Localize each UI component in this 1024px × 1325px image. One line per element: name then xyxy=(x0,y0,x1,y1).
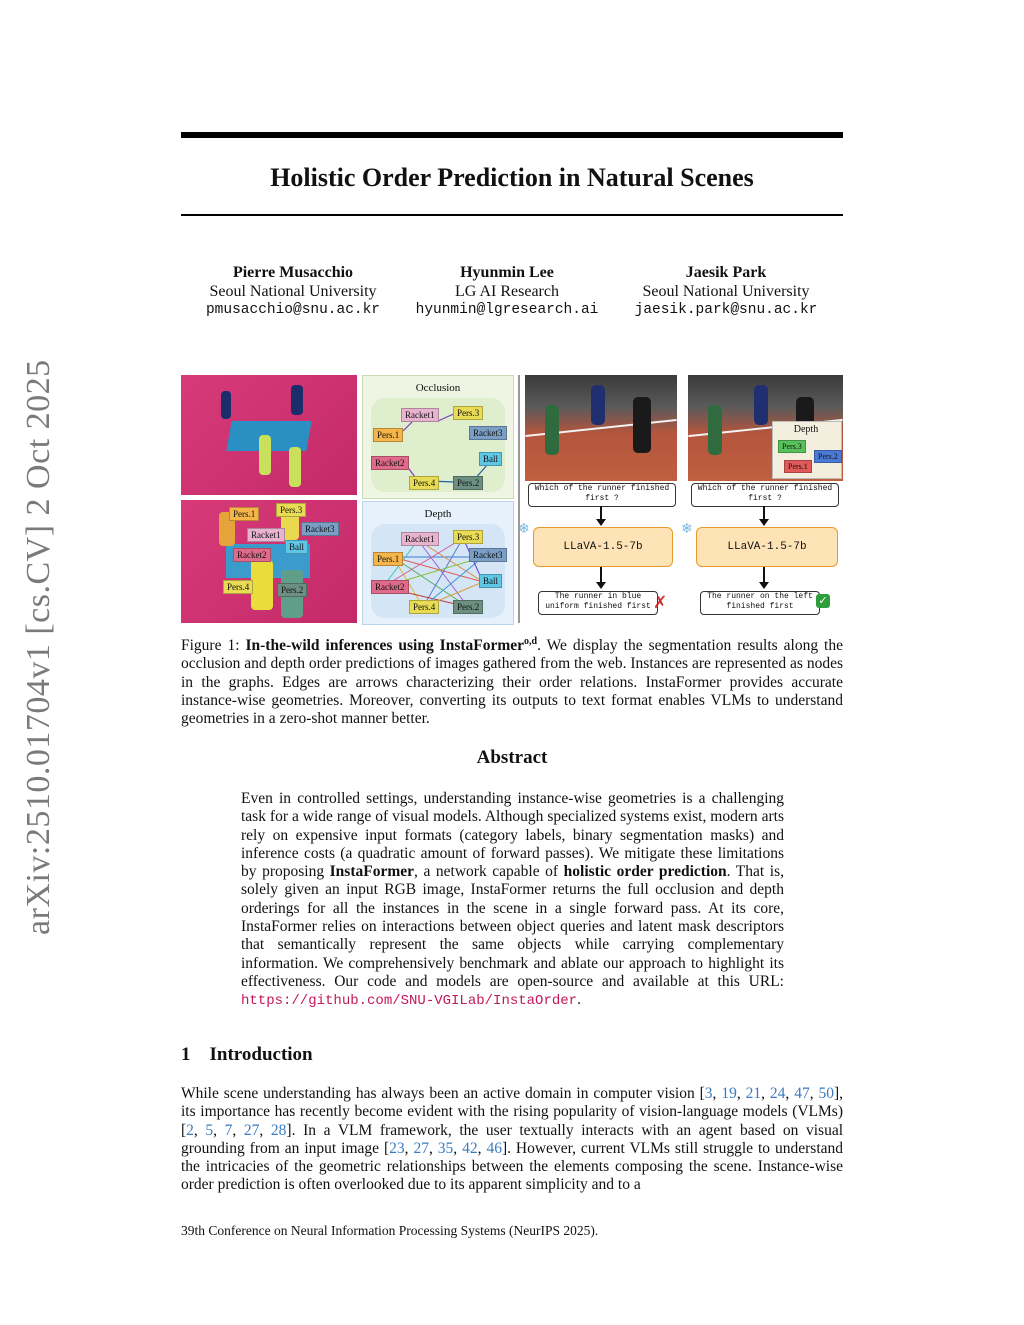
node-pers1: Pers.1 xyxy=(229,507,259,521)
title-top-rule xyxy=(181,132,843,138)
abstract-bold: holistic order prediction xyxy=(563,863,727,881)
frozen-model-icon: ❄ xyxy=(518,522,530,537)
prompt-box-left: Which of the runner finished first ? xyxy=(528,483,676,507)
node-pers3: Pers.3 xyxy=(453,530,483,544)
paper-title: Holistic Order Prediction in Natural Scenes xyxy=(270,163,754,192)
caption-label: Figure 1: xyxy=(181,637,246,655)
arrowhead-icon xyxy=(596,582,606,589)
arrowhead-icon xyxy=(759,582,769,589)
node-pers1: Pers.1 xyxy=(784,460,812,473)
frozen-model-icon: ❄ xyxy=(681,522,693,537)
arrow xyxy=(763,506,765,520)
intro-text: While scene understanding has always been an active domain in computer vision [ xyxy=(181,1085,705,1102)
node-pers2: Pers.2 xyxy=(277,583,307,597)
citation-link[interactable]: 21 xyxy=(745,1085,762,1102)
abstract-heading: Abstract xyxy=(476,747,548,768)
node-pers4: Pers.4 xyxy=(409,476,439,490)
section-heading-introduction: 1 Introduction xyxy=(181,1044,313,1065)
wrong-cross-icon: ✗ xyxy=(653,593,668,613)
figure-caption xyxy=(181,633,843,729)
node-pers2: Pers.2 xyxy=(814,450,842,463)
author-block-1 xyxy=(178,263,408,320)
figure-1 xyxy=(181,375,843,623)
node-racket2: Racket2 xyxy=(371,456,409,470)
author-affiliation: Seoul National University xyxy=(642,283,810,300)
arxiv-sidebar-stamp: arXiv:2510.01704v1 [cs.CV] 2 Oct 2025 xyxy=(20,359,57,935)
depth-label-right: Depth xyxy=(793,424,819,435)
author-affiliation: LG AI Research xyxy=(455,283,559,300)
depth-label: Depth xyxy=(424,508,452,520)
model-box-left: LLaVA-1.5-7b xyxy=(533,527,673,567)
occlusion-label: Occlusion xyxy=(415,382,461,394)
node-pers4: Pers.4 xyxy=(223,580,253,594)
citation-link[interactable]: 47 xyxy=(794,1085,810,1102)
intro-text: ]. However, current VLMs still struggle to understand the intricacies of the geometric relationships between the elements composing the scene. Instance-wise order prediction is often overlooked due to its apparent simplicity and to a xyxy=(181,1139,844,1194)
citation-link[interactable]: 3 xyxy=(704,1085,713,1102)
author-name: Pierre Musacchio xyxy=(232,264,354,281)
conference-footer: 39th Conference on Neural Information Processing Systems (NeurIPS 2025). xyxy=(181,1223,599,1238)
arrow xyxy=(763,567,765,583)
node-pers1: Pers.1 xyxy=(373,428,403,442)
author-name: Hyunmin Lee xyxy=(460,264,554,281)
node-pers3: Pers.3 xyxy=(778,440,806,453)
table-tennis-photo-segmented xyxy=(181,500,357,623)
node-racket1: Racket1 xyxy=(401,408,439,422)
author-affiliation: Seoul National University xyxy=(209,283,377,300)
author-block-2 xyxy=(392,263,622,320)
abstract-text: Even in controlled settings, understanding instance-wise geometries is a challenging task for a wide range of visual models. Although specialized systems exist, modern arts rely on expensive input formats (category labels, binary segmentation masks) and inference costs (a quadratic amount of forward passes). We mitigate these limitations by proposing xyxy=(241,790,784,881)
intro-text: ]. In a VLM framework, the user textually interacts with an agent based on visual grounding from an input image [ xyxy=(181,1121,844,1157)
citation-link[interactable]: 7 xyxy=(224,1121,233,1139)
citation-link[interactable]: 27 xyxy=(413,1139,429,1157)
prompt-box-right: Which of the runner finished first ? xyxy=(691,483,839,507)
node-racket2: Racket2 xyxy=(371,580,409,594)
model-box-right: LLaVA-1.5-7b xyxy=(696,527,838,567)
intro-text: ], its importance has recently become evident with the rising popularity of vision-language models (VLMs) [ xyxy=(181,1085,844,1139)
runners-photo-right xyxy=(688,375,843,481)
citation-link[interactable]: 42 xyxy=(462,1139,478,1157)
citation-link[interactable]: 2 xyxy=(186,1121,194,1139)
abstract-text: . That is, solely given an input RGB image, InstaFormer returns the full occlusion and depth orderings for all the instances in the scene in a single forward pass. At its core, InstaFormer relies on interactions between object queries and latent mask descriptors that semantically represent the same objects while carrying complementary information. We comprehensively benchmark and ablate our approach to highlight its effectiveness. Our code and models are open-source and available at this URL: xyxy=(241,863,784,990)
arrow xyxy=(600,567,602,583)
node-ball: Ball xyxy=(479,452,502,466)
node-racket2: Racket2 xyxy=(233,548,271,562)
abstract-text: . xyxy=(577,991,581,1009)
node-pers3: Pers.3 xyxy=(453,406,483,420)
caption-text: . We display the segmentation results along the occlusion and depth order predictions of images gathered from the web. Instances are represented as nodes in the graphs. Edges are arrows characterizing their order relations. InstaFormer provides accurate instance-wise geometries. Moreover, converting its outputs to text format enables VLMs to understand geometries in a zero-shot manner better. xyxy=(181,637,843,728)
table-tennis-photo-original xyxy=(181,375,357,495)
citation-link[interactable]: 5 xyxy=(205,1121,214,1139)
author-block-3 xyxy=(611,263,841,320)
depth-graph xyxy=(362,501,514,625)
node-racket3: Racket3 xyxy=(469,548,507,562)
author-email[interactable]: jaesik.park@snu.ac.kr xyxy=(634,302,818,318)
author-email[interactable]: pmusacchio@snu.ac.kr xyxy=(205,302,381,318)
node-racket1: Racket1 xyxy=(401,532,439,546)
caption-sup: o,d xyxy=(524,636,538,647)
abstract-bold: InstaFormer xyxy=(329,863,415,881)
node-racket3: Racket3 xyxy=(469,426,507,440)
citation-link[interactable]: 50 xyxy=(818,1085,835,1102)
code-url-link[interactable]: https://github.com/SNU-VGILab/InstaOrder xyxy=(241,993,578,1010)
node-ball: Ball xyxy=(479,574,502,588)
node-racket1: Racket1 xyxy=(247,528,285,542)
correct-check-icon: ✓ xyxy=(816,594,830,608)
citation-link[interactable]: 19 xyxy=(721,1085,737,1102)
node-ball: Ball xyxy=(285,540,308,554)
figure-divider xyxy=(518,375,520,623)
node-racket3: Racket3 xyxy=(301,522,339,536)
caption-bold: In-the-wild inferences using InstaFormer xyxy=(245,637,525,655)
node-pers2: Pers.2 xyxy=(453,600,483,614)
citation-link[interactable]: 35 xyxy=(437,1139,454,1157)
title-bottom-rule xyxy=(181,214,843,216)
abstract-body xyxy=(241,790,784,1011)
citation-link[interactable]: 23 xyxy=(389,1139,405,1157)
citation-link[interactable]: 28 xyxy=(270,1121,287,1139)
citation-link[interactable]: 27 xyxy=(243,1121,260,1139)
citation-link[interactable]: 24 xyxy=(769,1085,786,1102)
arrow xyxy=(600,506,602,520)
answer-box-left: The runner in blue uniform finished first xyxy=(538,591,658,615)
runners-photo-left xyxy=(525,375,677,481)
author-email[interactable]: hyunmin@lgresearch.ai xyxy=(415,302,599,318)
node-pers3: Pers.3 xyxy=(276,503,306,517)
occlusion-graph xyxy=(362,375,514,499)
node-pers1: Pers.1 xyxy=(373,552,403,566)
abstract-text: , a network capable of xyxy=(414,863,564,881)
arrowhead-icon xyxy=(759,519,769,526)
intro-paragraph: While scene understanding has always been an active domain in computer vision [3, 19, 21, 24, 47, 50], its importance has recently become evident with the rising popularity of vision-language models (VLMs) [2, 5, 7, 27, 28]. In a VLM framework, the user textually interacts with an agent based on visual grounding from an input image [23, 27, 35, 42, 46]. However, current VLMs still struggle to understand the intricacies of the geometric relationships between the elements composing the scene. Instance-wise order prediction is often overlooked due to its apparent simplicity and to a xyxy=(181,1085,844,1194)
author-name: Jaesik Park xyxy=(685,264,767,281)
node-pers4: Pers.4 xyxy=(409,600,439,614)
answer-box-right: The runner on the left finished first xyxy=(700,591,820,615)
node-pers2: Pers.2 xyxy=(453,476,483,490)
arrowhead-icon xyxy=(596,519,606,526)
citation-link[interactable]: 46 xyxy=(486,1139,502,1157)
